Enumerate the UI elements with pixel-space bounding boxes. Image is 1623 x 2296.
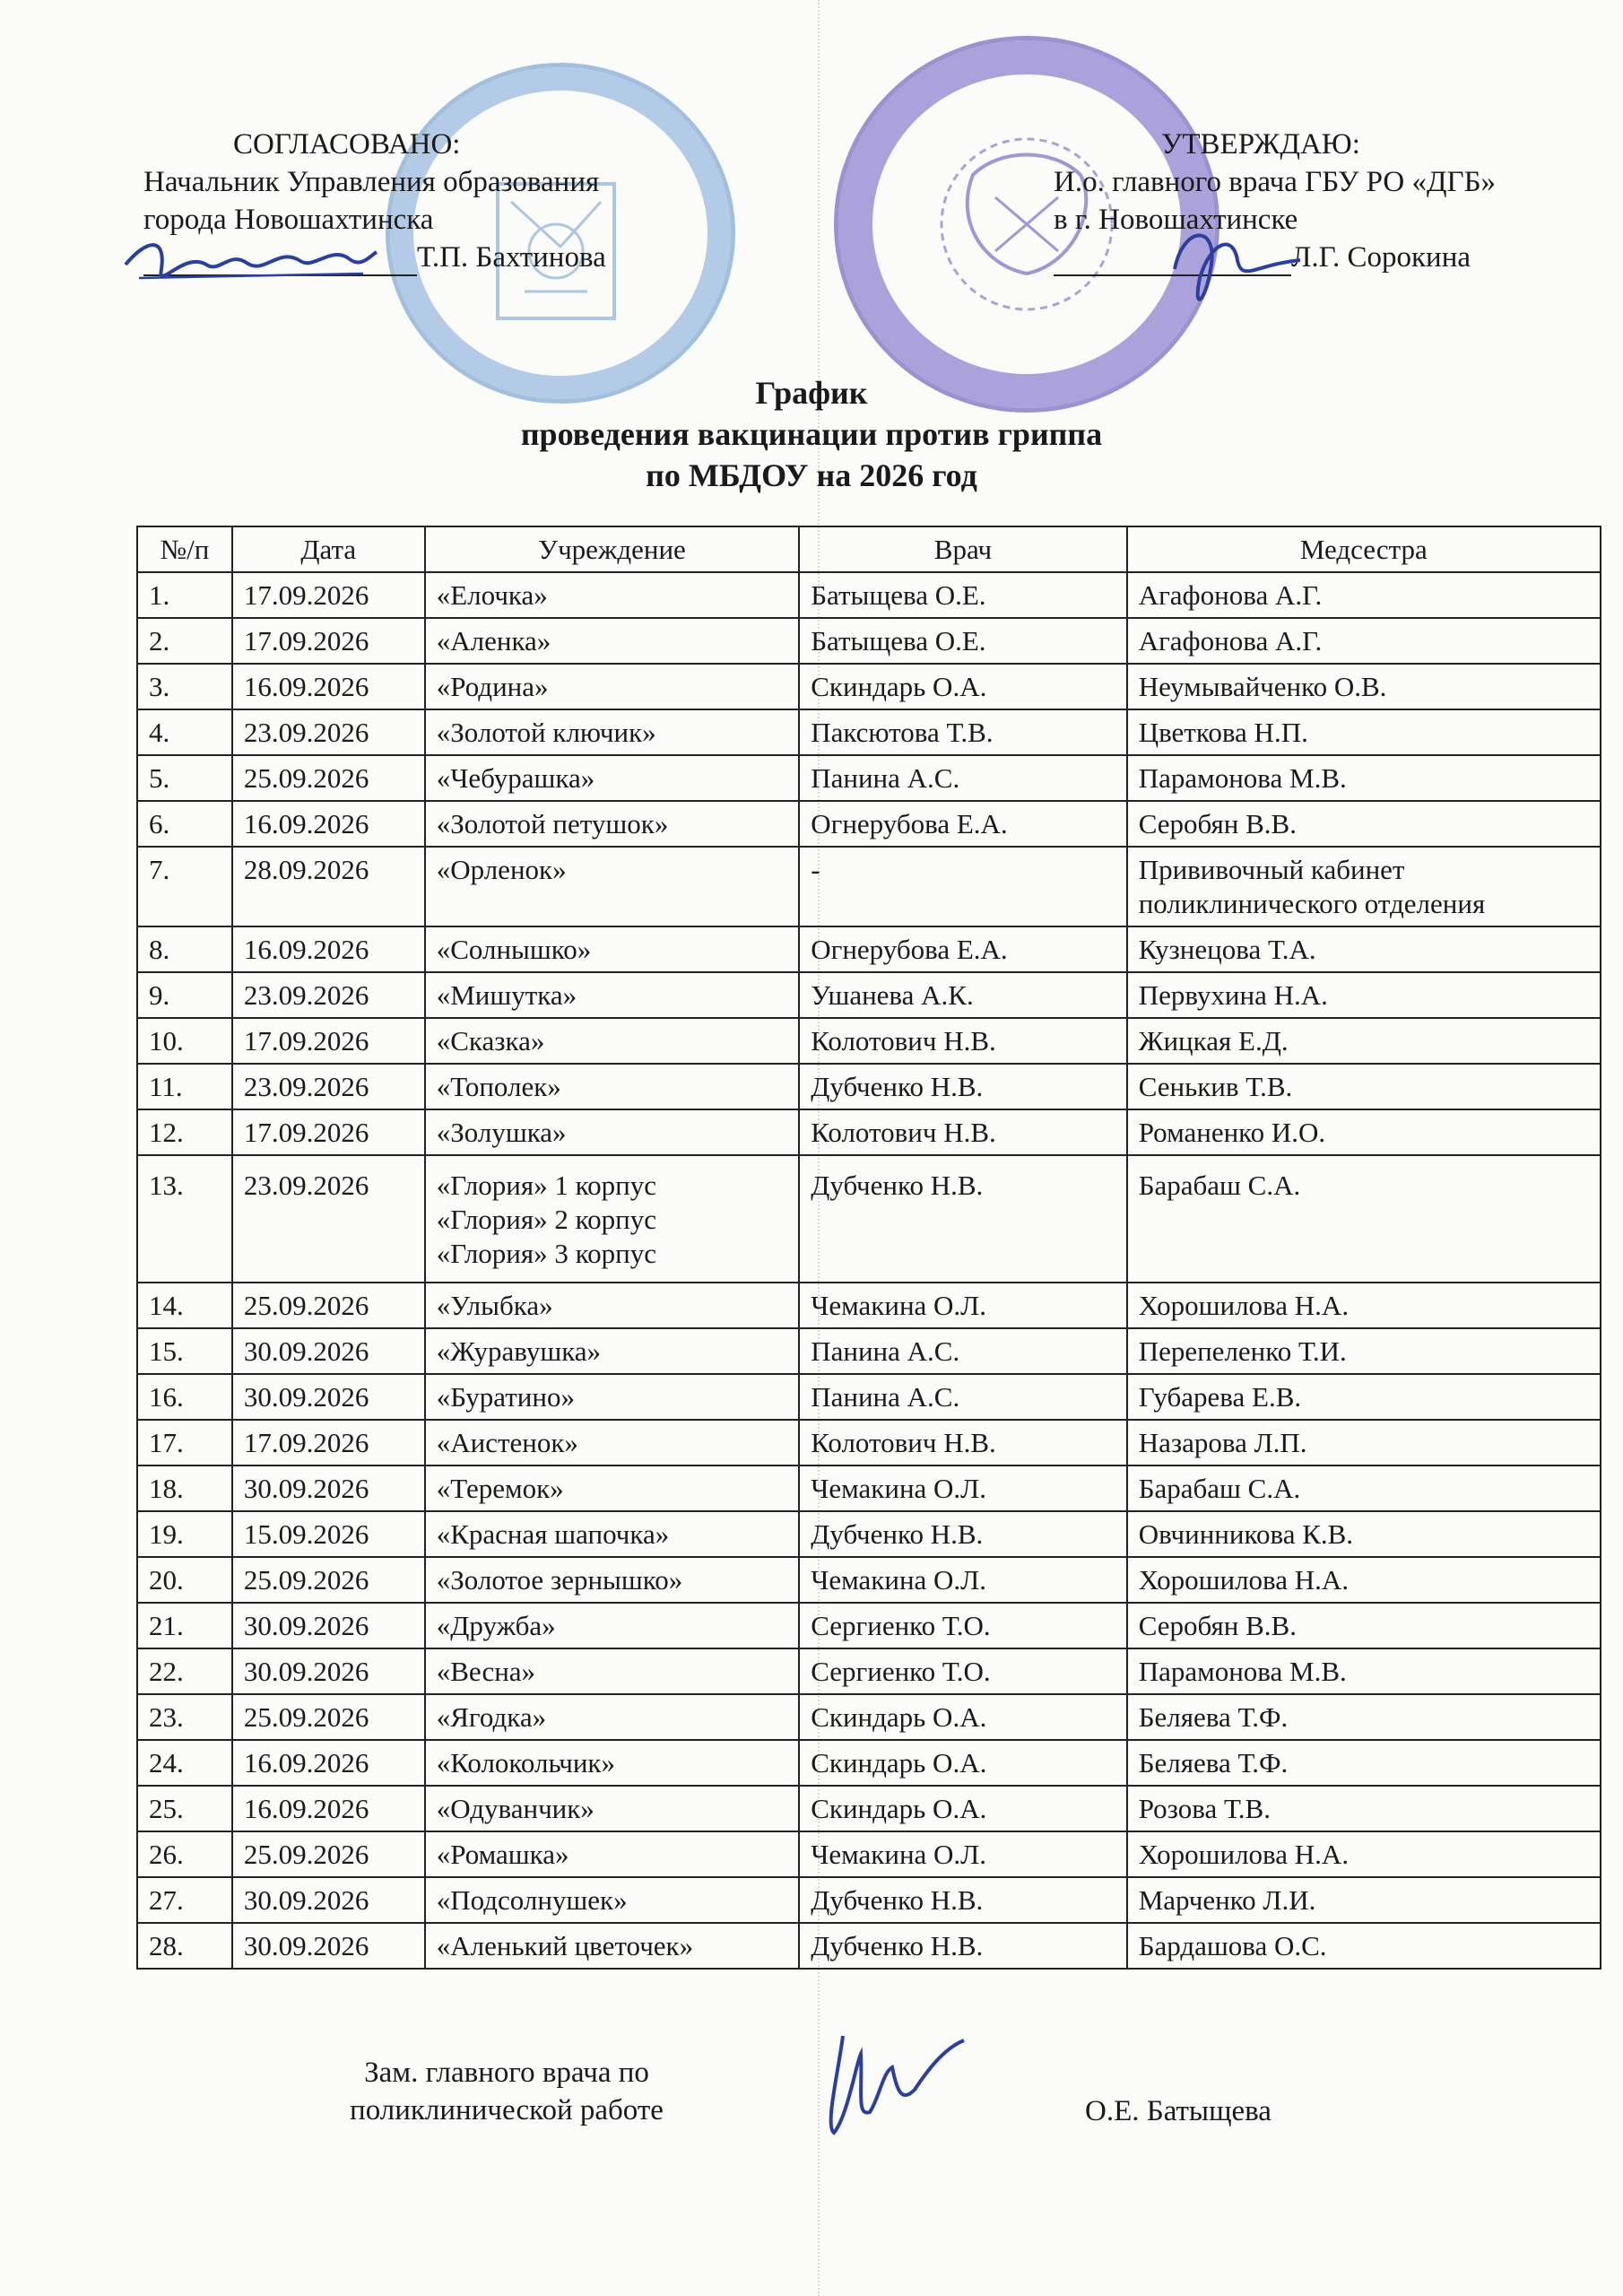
row-date: 15.09.2026: [232, 1511, 425, 1557]
table-row: [137, 1603, 1601, 1648]
row-date: 16.09.2026: [232, 664, 425, 709]
row-nurse: Жицкая Е.Д.: [1127, 1018, 1601, 1064]
header-institution: Учреждение: [425, 526, 799, 572]
row-doctor: Батыщева О.Е.: [799, 572, 1126, 618]
row-date: 16.09.2026: [232, 926, 425, 972]
row-number: 6.: [137, 801, 232, 847]
row-number: 13.: [137, 1155, 232, 1283]
table-row: [137, 1831, 1601, 1877]
row-number: 10.: [137, 1018, 232, 1064]
row-date: 25.09.2026: [232, 1831, 425, 1877]
row-number: 15.: [137, 1328, 232, 1374]
table-row: [137, 801, 1601, 847]
table-row: [137, 1018, 1601, 1064]
row-institution: «Аленький цветочек»: [425, 1923, 799, 1969]
row-date: 17.09.2026: [232, 1018, 425, 1064]
row-nurse: Марченко Л.И.: [1127, 1877, 1601, 1923]
row-doctor: -: [799, 847, 1126, 926]
row-nurse: Парамонова М.В.: [1127, 755, 1601, 801]
row-nurse: Розова Т.В.: [1127, 1786, 1601, 1831]
table-row: [137, 1064, 1601, 1109]
row-doctor: Скиндарь О.А.: [799, 1786, 1126, 1831]
row-institution: «Родина»: [425, 664, 799, 709]
row-doctor: Дубченко Н.В.: [799, 1511, 1126, 1557]
table-row: [137, 1557, 1601, 1603]
row-date: 30.09.2026: [232, 1603, 425, 1648]
row-doctor: Огнерубова Е.А.: [799, 801, 1126, 847]
row-date: 25.09.2026: [232, 755, 425, 801]
row-nurse: Агафонова А.Г.: [1127, 572, 1601, 618]
row-nurse: Цветкова Н.П.: [1127, 709, 1601, 755]
row-number: 4.: [137, 709, 232, 755]
header-nurse: Медсестра: [1127, 526, 1601, 572]
row-institution-line3: «Глория» 3 корпус: [436, 1238, 656, 1269]
table-row: [137, 1283, 1601, 1328]
row-number: 27.: [137, 1877, 232, 1923]
row-nurse: Барабаш С.А.: [1127, 1465, 1601, 1511]
row-doctor: Чемакина О.Л.: [799, 1465, 1126, 1511]
header-number: №/п: [137, 526, 232, 572]
row-nurse: Барабаш С.А.: [1127, 1155, 1601, 1283]
approved-signature-scribble: [1157, 215, 1309, 323]
row-doctor: Дубченко Н.В.: [799, 1923, 1126, 1969]
row-number: 20.: [137, 1557, 232, 1603]
row-nurse: Серобян В.В.: [1127, 1603, 1601, 1648]
row-doctor: Батыщева О.Е.: [799, 618, 1126, 664]
approved-heading: УТВЕРЖДАЮ:: [1161, 128, 1360, 161]
row-institution: «Дружба»: [425, 1603, 799, 1648]
row-nurse-line2: поликлинического отделения: [1138, 888, 1486, 919]
table-row: [137, 572, 1601, 618]
approved-signer-name: Л.Г. Сорокина: [1291, 241, 1471, 274]
row-institution: «Золушка»: [425, 1109, 799, 1155]
agreed-signature-scribble: [121, 229, 381, 300]
row-institution: «Теремок»: [425, 1465, 799, 1511]
row-date: 23.09.2026: [232, 709, 425, 755]
footer-position-line1: Зам. главного врача по: [364, 2057, 649, 2089]
row-institution: «Орленок»: [425, 847, 799, 926]
row-date: 25.09.2026: [232, 1283, 425, 1328]
footer-signer-name: О.Е. Батыщева: [1085, 2095, 1271, 2127]
table-row: [137, 1109, 1601, 1155]
table-header-row: [137, 526, 1601, 572]
row-number: 16.: [137, 1374, 232, 1420]
row-number: 12.: [137, 1109, 232, 1155]
row-number: 8.: [137, 926, 232, 972]
table-row: [137, 1465, 1601, 1511]
row-number: 26.: [137, 1831, 232, 1877]
row-institution: «Красная шапочка»: [425, 1511, 799, 1557]
row-nurse: [1127, 847, 1601, 926]
row-nurse: Первухина Н.А.: [1127, 972, 1601, 1018]
row-date: 30.09.2026: [232, 1374, 425, 1420]
table-row: [137, 1877, 1601, 1923]
row-nurse: Беляева Т.Ф.: [1127, 1740, 1601, 1786]
row-number: 18.: [137, 1465, 232, 1511]
table-row: [137, 1786, 1601, 1831]
footer-position-block: [282, 2054, 731, 2129]
row-date: 23.09.2026: [232, 1064, 425, 1109]
row-nurse: Бардашова О.С.: [1127, 1923, 1601, 1969]
row-number: 22.: [137, 1648, 232, 1694]
row-institution: «Золотой петушок»: [425, 801, 799, 847]
row-doctor: Скиндарь О.А.: [799, 1694, 1126, 1740]
row-institution-line1: «Глория» 1 корпус: [436, 1170, 656, 1201]
document-subtitle-line2: по МБДОУ на 2026 год: [646, 457, 977, 493]
row-institution: «Елочка»: [425, 572, 799, 618]
row-doctor: Чемакина О.Л.: [799, 1557, 1126, 1603]
row-nurse-line1: Прививочный кабинет: [1138, 854, 1405, 885]
row-number: 28.: [137, 1923, 232, 1969]
row-institution: «Чебурашка»: [425, 755, 799, 801]
table-row: [137, 664, 1601, 709]
row-date: 28.09.2026: [232, 847, 425, 926]
row-nurse: Губарева Е.В.: [1127, 1374, 1601, 1420]
row-date: 25.09.2026: [232, 1694, 425, 1740]
row-institution: «Колокольчик»: [425, 1740, 799, 1786]
table-row: [137, 1648, 1601, 1694]
row-doctor: Панина А.С.: [799, 1328, 1126, 1374]
table-row: [137, 1740, 1601, 1786]
row-date: 16.09.2026: [232, 801, 425, 847]
row-date: 17.09.2026: [232, 1420, 425, 1465]
row-number: 9.: [137, 972, 232, 1018]
row-institution: «Журавушка»: [425, 1328, 799, 1374]
footer-signature-scribble: [807, 2027, 986, 2144]
row-number: 19.: [137, 1511, 232, 1557]
row-institution: «Тополек»: [425, 1064, 799, 1109]
table-row: [137, 1420, 1601, 1465]
row-institution: «Весна»: [425, 1648, 799, 1694]
agreed-position-line1: Начальник Управления образования: [143, 166, 600, 198]
row-number: 7.: [137, 847, 232, 926]
row-institution: «Сказка»: [425, 1018, 799, 1064]
row-nurse: Назарова Л.П.: [1127, 1420, 1601, 1465]
row-number: 21.: [137, 1603, 232, 1648]
row-institution: «Солнышко»: [425, 926, 799, 972]
row-number: 2.: [137, 618, 232, 664]
row-date: 17.09.2026: [232, 618, 425, 664]
row-doctor: Дубченко Н.В.: [799, 1877, 1126, 1923]
row-nurse: Агафонова А.Г.: [1127, 618, 1601, 664]
document-subtitle-line1: проведения вакцинации против гриппа: [520, 416, 1103, 452]
row-institution: «Улыбка»: [425, 1283, 799, 1328]
row-institution: «Мишутка»: [425, 972, 799, 1018]
table-row: [137, 709, 1601, 755]
approved-position-line2: в г. Новошахтинске: [1054, 204, 1298, 236]
document-title: График: [755, 375, 868, 411]
agreed-position-line2: города Новошахтинска: [143, 204, 434, 236]
row-date: 23.09.2026: [232, 1155, 425, 1283]
row-number: 17.: [137, 1420, 232, 1465]
table-row: [137, 847, 1601, 926]
row-nurse: Парамонова М.В.: [1127, 1648, 1601, 1694]
row-institution: «Буратино»: [425, 1374, 799, 1420]
agreed-heading: СОГЛАСОВАНО:: [233, 128, 461, 161]
header-date: Дата: [232, 526, 425, 572]
table-row: [137, 1155, 1601, 1283]
row-nurse: Хорошилова Н.А.: [1127, 1831, 1601, 1877]
table-row: [137, 755, 1601, 801]
vaccination-schedule-table: [136, 526, 1601, 1970]
table-row: [137, 926, 1601, 972]
row-institution: «Ягодка»: [425, 1694, 799, 1740]
row-number: 1.: [137, 572, 232, 618]
row-doctor: Дубченко Н.В.: [799, 1155, 1126, 1283]
header-doctor: Врач: [799, 526, 1126, 572]
row-doctor: Скиндарь О.А.: [799, 1740, 1126, 1786]
row-doctor: Панина А.С.: [799, 1374, 1126, 1420]
row-doctor: Панина А.С.: [799, 755, 1126, 801]
row-date: 17.09.2026: [232, 1109, 425, 1155]
row-institution: «Аленка»: [425, 618, 799, 664]
row-nurse: Овчинникова К.В.: [1127, 1511, 1601, 1557]
row-nurse: Сенькив Т.В.: [1127, 1064, 1601, 1109]
row-nurse: Романенко И.О.: [1127, 1109, 1601, 1155]
row-institution: «Золотое зернышко»: [425, 1557, 799, 1603]
row-nurse: Неумывайченко О.В.: [1127, 664, 1601, 709]
row-number: 25.: [137, 1786, 232, 1831]
row-institution: «Ромашка»: [425, 1831, 799, 1877]
agreed-signer-name: Т.П. Бахтинова: [417, 241, 606, 274]
row-doctor: Паксютова Т.В.: [799, 709, 1126, 755]
row-institution: «Аистенок»: [425, 1420, 799, 1465]
row-number: 14.: [137, 1283, 232, 1328]
row-doctor: Чемакина О.Л.: [799, 1831, 1126, 1877]
row-doctor: Колотович Н.В.: [799, 1420, 1126, 1465]
row-date: 30.09.2026: [232, 1877, 425, 1923]
table-row: [137, 972, 1601, 1018]
row-date: 30.09.2026: [232, 1923, 425, 1969]
row-date: 25.09.2026: [232, 1557, 425, 1603]
row-nurse: Хорошилова Н.А.: [1127, 1283, 1601, 1328]
row-number: 3.: [137, 664, 232, 709]
row-institution: «Одуванчик»: [425, 1786, 799, 1831]
row-doctor: Колотович Н.В.: [799, 1109, 1126, 1155]
row-date: 17.09.2026: [232, 572, 425, 618]
row-doctor: Колотович Н.В.: [799, 1018, 1126, 1064]
table-row: [137, 1511, 1601, 1557]
footer-position-line2: поликлинической работе: [350, 2094, 664, 2126]
table-row: [137, 618, 1601, 664]
row-number: 23.: [137, 1694, 232, 1740]
row-date: 23.09.2026: [232, 972, 425, 1018]
row-date: 16.09.2026: [232, 1740, 425, 1786]
row-institution: [425, 1155, 799, 1283]
table-row: [137, 1923, 1601, 1969]
row-doctor: Скиндарь О.А.: [799, 664, 1126, 709]
row-number: 11.: [137, 1064, 232, 1109]
row-nurse: Серобян В.В.: [1127, 801, 1601, 847]
row-date: 16.09.2026: [232, 1786, 425, 1831]
table-row: [137, 1374, 1601, 1420]
row-doctor: Огнерубова Е.А.: [799, 926, 1126, 972]
row-number: 24.: [137, 1740, 232, 1786]
approved-position-line1: И.о. главного врача ГБУ РО «ДГБ»: [1054, 166, 1497, 198]
row-nurse: Беляева Т.Ф.: [1127, 1694, 1601, 1740]
row-nurse: Хорошилова Н.А.: [1127, 1557, 1601, 1603]
row-doctor: Сергиенко Т.О.: [799, 1648, 1126, 1694]
row-doctor: Чемакина О.Л.: [799, 1283, 1126, 1328]
row-nurse: Перепеленко Т.И.: [1127, 1328, 1601, 1374]
row-date: 30.09.2026: [232, 1648, 425, 1694]
row-doctor: Дубченко Н.В.: [799, 1064, 1126, 1109]
row-institution: «Подсолнушек»: [425, 1877, 799, 1923]
row-institution: «Золотой ключик»: [425, 709, 799, 755]
row-institution-line2: «Глория» 2 корпус: [436, 1204, 656, 1235]
row-doctor: Ушанева А.К.: [799, 972, 1126, 1018]
row-nurse: Кузнецова Т.А.: [1127, 926, 1601, 972]
table-row: [137, 1328, 1601, 1374]
row-date: 30.09.2026: [232, 1328, 425, 1374]
row-doctor: Сергиенко Т.О.: [799, 1603, 1126, 1648]
table-row: [137, 1694, 1601, 1740]
row-number: 5.: [137, 755, 232, 801]
row-date: 30.09.2026: [232, 1465, 425, 1511]
